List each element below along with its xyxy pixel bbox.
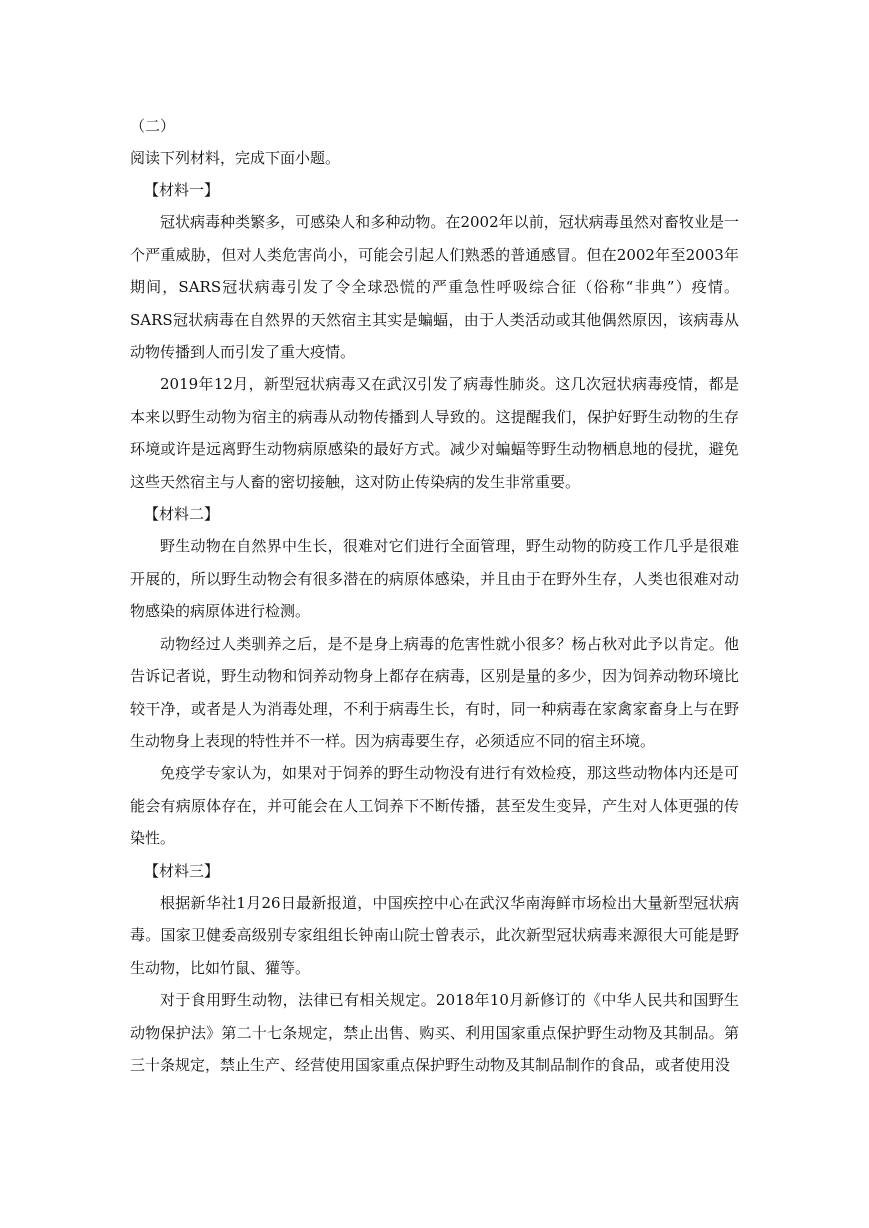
material-1-heading: 【材料一】 [144, 181, 220, 199]
material-1-paragraph-1: 冠状病毒种类繁多，可感染人和多种动物。在2002年以前，冠状病毒虽然对畜牧业是一个严重威胁，但对人类危害尚小，可能会引起人们熟悉的普通感冒。但在2002年至2003年期间，SARS冠状病毒引发了令全球恐慌的严重急性呼吸综合征（俗称“非典”）疫情。SARS冠状病毒在自然界的天然宿主其实是蝙蝠，由于人类活动或其他偶然原因，该病毒从动物传播到人而引发了重大疫情。 [130, 213, 739, 362]
material-2-paragraph-1: 野生动物在自然界中生长，很难对它们进行全面管理，野生动物的防疫工作几乎是很难开展的，所以野生动物会有很多潜在的病原体感染，并且由于在野外生存，人类也很难对动物感染的病原体进行检测。 [130, 537, 739, 621]
material-2-paragraph-3: 免疫学专家认为，如果对于饲养的野生动物没有进行有效检疫，那这些动物体内还是可能会有病原体存在，并可能会在人工饲养下不断传播，甚至发生变异，产生对人体更强的传染性。 [130, 764, 739, 848]
material-3-paragraph-2: 对于食用野生动物，法律已有相关规定。2018年10月新修订的《中华人民共和国野生动物保护法》第二十七条规定，禁止出售、购买、利用国家重点保护野生动物及其制品。第三十条规定，禁止生产、经营使用国家重点保护野生动物及其制品制作的食品，或者使用没 [130, 991, 739, 1074]
material-2-paragraph-2: 动物经过人类驯养之后，是不是身上病毒的危害性就小很多？杨占秋对此予以肯定。他告诉记者说，野生动物和饲养动物身上都存在病毒，区别是量的多少，因为饲养动物环境比较干净，或者是人为消毒处理，不利于病毒生长，有时，同一种病毒在家禽家畜身上与在野生动物身上表现的特性并不一样。因为病毒要生存，必须适应不同的宿主环境。 [130, 634, 739, 750]
instruction-text: 阅读下列材料，完成下面小题。 [130, 149, 341, 167]
material-3-paragraph-1: 根据新华社1月26日最新报道，中国疾控中心在武汉华南海鲜市场检出大量新型冠状病毒。国家卫健委高级别专家组组长钟南山院士曾表示，此次新型冠状病毒来源很大可能是野生动物，比如竹鼠、獾等。 [130, 893, 739, 977]
material-1-paragraph-2: 2019年12月，新型冠状病毒又在武汉引发了病毒性肺炎。这几次冠状病毒疫情，都是本来以野生动物为宿主的病毒从动物传播到人导致的。这提醒我们，保护好野生动物的生存环境或许是远离野生动物病原感染的最好方式。减少对蝙蝠等野生动物栖息地的侵扰，避免这些天然宿主与人畜的密切接触，这对防止传染病的发生非常重要。 [130, 375, 739, 491]
material-2-heading: 【材料二】 [144, 505, 220, 524]
material-3-heading: 【材料三】 [144, 861, 220, 880]
section-number: （二） [130, 117, 176, 135]
